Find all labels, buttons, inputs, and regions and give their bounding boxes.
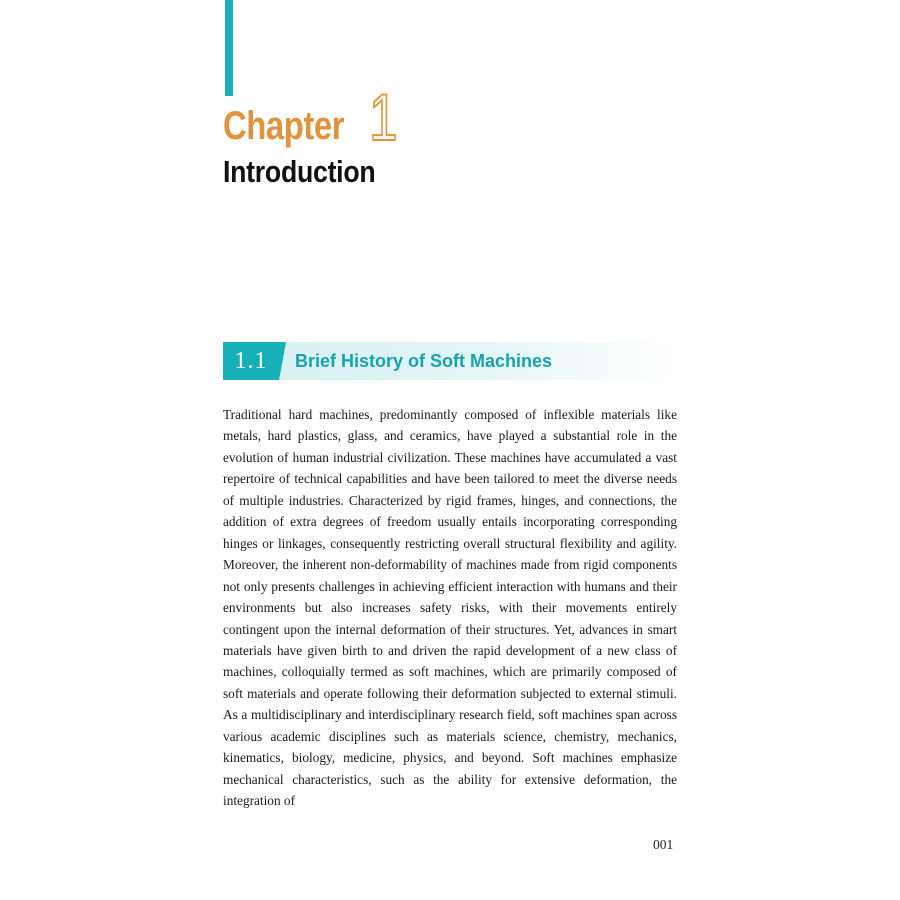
section-title: Brief History of Soft Machines — [295, 351, 553, 371]
chapter-title: Introduction — [223, 154, 376, 189]
section-heading-banner — [223, 342, 678, 380]
chapter-label: Chapter — [223, 104, 345, 148]
section-number: 1.1 — [223, 342, 279, 380]
chapter-accent-bar — [225, 0, 233, 96]
body-paragraph: Traditional hard machines, predominantly composed of inflexible materials like metals, hard plastics, glass, and ceramics, have played a substantial role in the evolution of human industrial civilization. These machines have accumulated a vast repertoire of technical capabilities and have been tailored to meet the diverse needs of multiple industries. Characterized by rigid frames, hinges, and connections, the addition of extra degrees of freedom usually entails incorporating corresponding hinges or linkages, consequently restricting overall structural flexibility and agility. Moreover, the inherent non-deformability of machines made from rigid components not only presents challenges in achieving efficient interaction with humans and their environments but also increases safety risks, with their movements entirely contingent upon the internal deformation of their structures. Yet, advances in smart materials have given birth to and driven the rapid development of a new class of machines, colloquially termed as soft machines, which are primarily composed of soft materials and operate following their deformation subjected to external stimuli. As a multidisciplinary and interdisciplinary research field, soft machines span across various academic disciplines such as materials science, chemistry, mechanics, kinematics, biology, medicine, physics, and beyond. Soft machines emphasize mechanical characteristics, such as the ability for extensive deformation, the integration of — [223, 407, 677, 809]
page-number: 001 — [653, 837, 674, 852]
chapter-number: 1 — [369, 80, 398, 154]
